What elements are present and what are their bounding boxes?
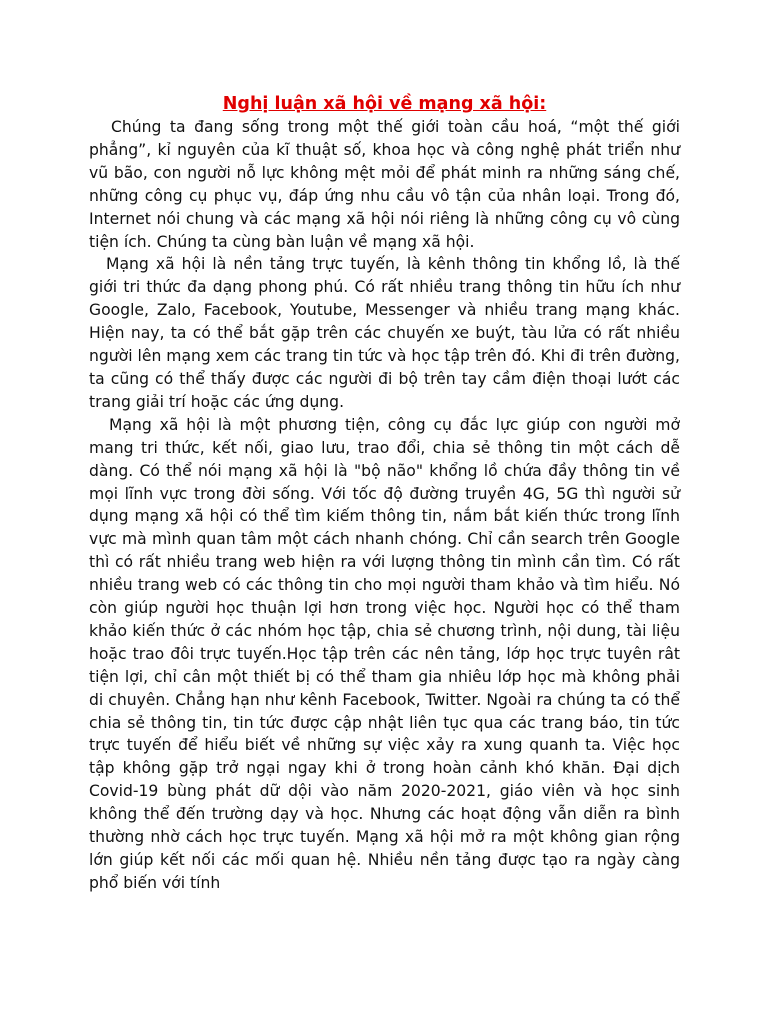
document-title: Nghị luận xã hội về mạng xã hội: [222, 94, 547, 114]
paragraph-introduction: Chúng ta đang sống trong một thế giới toàn cầu hoá, “một thế giới phẳng”, kỉ nguyên của kĩ thuật số, khoa học và công nghệ phát triển như vũ bão, con người nỗ lực không mệt mỏi để phát minh ra những sáng chế, những công cụ phục vụ, đáp ứng nhu cầu vô tận của nhân loại. Trong đó, Internet nói chung và các mạng xã hội nói riêng là những công cụ vô cùng tiện ích. Chúng ta cùng bàn luận về mạng xã hội. [89, 118, 680, 251]
document-body [89, 92, 680, 895]
paragraph-benefits: Mạng xã hội là một phương tiện, công cụ đắc lực giúp con người mở mang tri thức, kết nối, giao lưu, trao đổi, chia sẻ thông tin một cách dễ dàng. Có thể nói mạng xã hội là "bộ não" khổng lồ chứa đầy thông tin về mọi lĩnh vực trong đời sống. Với tốc độ đường truyền 4G, 5G thì người sử dụng mạng xã hội có thể tìm kiếm thông tin, nắm bắt kiến thức trong lĩnh vực mà mình quan tâm một cách nhanh chóng. Chỉ cần search trên Google thì có rất nhiều trang web hiện ra với lượng thông tin mình cần tìm. Có rất nhiều trang web có các thông tin cho mọi người tham khảo và tìm hiểu. Nó còn giúp người học thuận lợi hơn trong việc học. Người học có thể tham khảo kiến thức ở các nhóm học tập, chia sẻ chương trình, nội dung, tài liệu hoặc trao đôi trực tuyến.Học tập trên các nên tảng, lớp học trực tuyên rât tiện lợi, chỉ cân một thiết bị có thể tham gia nhiêu lớp học mà không phải di chuyên. Chẳng hạn như kênh Facebook, Twitter. Ngoài ra chúng ta có thể chia sẻ thông tin, tin tức được cập nhật liên tục qua các trang báo, tin tức trực tuyến để hiểu biết về những sự việc xảy ra xung quanh ta. Việc học tập không gặp trở ngại ngay khi ở trong hoàn cảnh khó khăn. Đại dịch Covid-19 bùng phát dữ dội vào năm 2020-2021, giáo viên và học sinh không thể đến trường dạy và học. Nhưng các hoạt động vẫn diễn ra bình thường nhờ cách học trực tuyến. Mạng xã hội mở ra một không gian rộng lớn giúp kết nối các mối quan hệ. Nhiều nền tảng được tạo ra ngày càng phổ biến với tính [89, 415, 680, 892]
paragraph-definition: Mạng xã hội là nền tảng trực tuyến, là kênh thông tin khổng lồ, là thế giới tri thức đa dạng phong phú. Có rất nhiều trang thông tin hữu ích như Google, Zalo, Facebook, Youtube, Messenger và nhiều trang mạng khác. Hiện nay, ta có thể bắt gặp trên các chuyến xe buýt, tàu lửa có rất nhiều người lên mạng xem các trang tin tức và học tập trên đó. Khi đi trên đường, ta cũng có thể thấy được các người đi bộ trên tay cầm điện thoại lướt các trang giải trí hoặc các ứng dụng. [89, 255, 680, 411]
